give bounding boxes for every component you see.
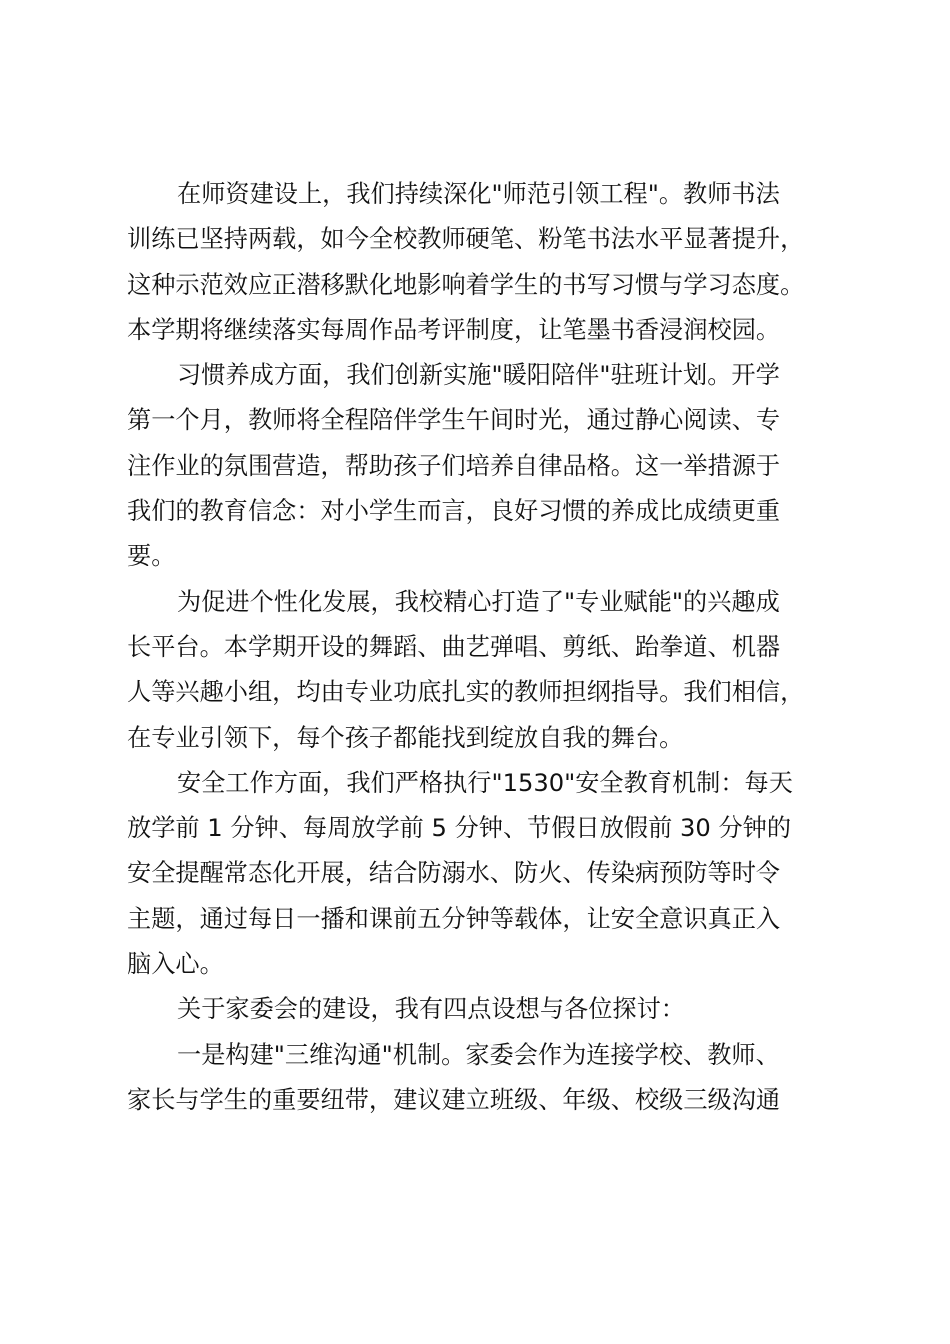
paragraph-2-line-2: 第一个月，教师将全程陪伴学生午间时光，通过静心阅读、专 [127, 406, 781, 435]
paragraph-3-line-3: 人等兴趣小组，均由专业功底扎实的教师担纲指导。我们相信， [127, 678, 805, 707]
paragraph-2-line-1: 习惯养成方面，我们创新实施"暖阳陪伴"驻班计划。开学 [177, 361, 780, 390]
paragraph-4-line-1: 安全工作方面，我们严格执行"1530"安全教育机制：每天 [177, 768, 793, 797]
paragraph-2-line-5: 要。 [127, 542, 176, 571]
paragraph-3-line-1: 为促进个性化发展，我校精心打造了"专业赋能"的兴趣成 [177, 587, 780, 616]
paragraph-4-line-5: 脑入心。 [127, 950, 224, 979]
paragraph-4-line-3: 安全提醒常态化开展，结合防溺水、防火、传染病预防等时令 [127, 859, 781, 888]
paragraph-4-line-2: 放学前 1 分钟、每周放学前 5 分钟、节假日放假前 30 分钟的 [127, 814, 792, 843]
paragraph-6-line-1: 一是构建"三维沟通"机制。家委会作为连接学校、教师、 [177, 1040, 780, 1069]
paragraph-3-line-2: 长平台。本学期开设的舞蹈、曲艺弹唱、剪纸、跆拳道、机器 [127, 632, 781, 661]
paragraph-2-line-3: 注作业的氛围营造，帮助孩子们培养自律品格。这一举措源于 [127, 451, 781, 480]
paragraph-4-line-4: 主题，通过每日一播和课前五分钟等载体，让安全意识真正入 [127, 904, 781, 933]
document-body [127, 172, 847, 1123]
paragraph-1-line-3: 这种示范效应正潜移默化地影响着学生的书写习惯与学习态度。 [127, 270, 805, 299]
paragraph-6-line-2: 家长与学生的重要纽带，建议建立班级、年级、校级三级沟通 [127, 1085, 781, 1114]
paragraph-2-line-4: 我们的教育信念：对小学生而言，良好习惯的养成比成绩更重 [127, 497, 781, 526]
paragraph-5-line-1: 关于家委会的建设，我有四点设想与各位探讨： [177, 995, 685, 1024]
paragraph-1-line-2: 训练已坚持两载，如今全校教师硬笔、粉笔书法水平显著提升， [127, 225, 805, 254]
paragraph-3-line-4: 在专业引领下，每个孩子都能找到绽放自我的舞台。 [127, 723, 684, 752]
paragraph-1-line-4: 本学期将继续落实每周作品考评制度，让笔墨书香浸润校园。 [127, 315, 781, 344]
paragraph-1-line-1: 在师资建设上，我们持续深化"师范引领工程"。教师书法 [177, 180, 780, 208]
